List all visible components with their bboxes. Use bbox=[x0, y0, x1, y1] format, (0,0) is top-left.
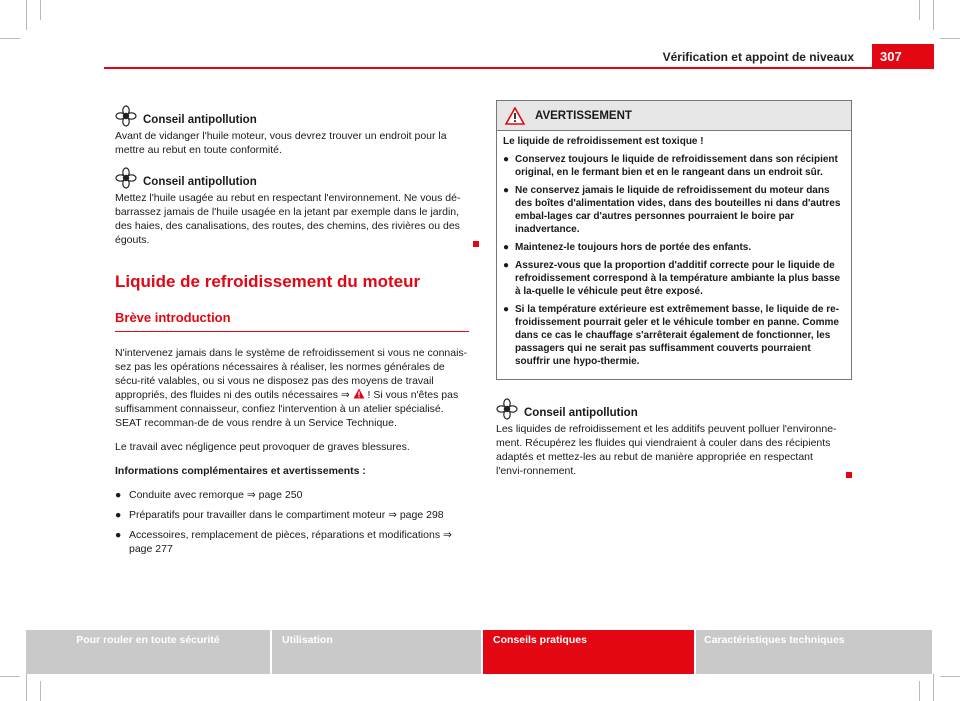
warning-item-text: Assurez-vous que la proportion d'additif correcte pour le liquide de refroidissement correspond à la température ambiante la plus basse à la-quelle le véhicule peut être exposé. bbox=[515, 260, 841, 297]
crop-mark bbox=[26, 0, 27, 30]
footer-tab-usage[interactable]: Utilisation bbox=[272, 630, 481, 674]
section-end-marker bbox=[473, 241, 479, 247]
warning-item bbox=[503, 241, 845, 254]
subsection-title: Brève introduction bbox=[115, 311, 469, 332]
tip-body bbox=[115, 191, 469, 247]
bullet-icon: ● bbox=[503, 185, 510, 196]
footer-tab-technical-data[interactable]: Caractéristiques techniques bbox=[696, 630, 932, 674]
list-item-text: Préparatifs pour travailler dans le compartiment moteur ⇒ page 298 bbox=[129, 509, 444, 521]
intro-paragraph bbox=[115, 346, 469, 430]
intro-text-a: N'intervenez jamais dans le système de refroidissement si vous ne connais-sez pas les opérations nécessaires à réaliser, les normes générales de sécu-rité valables, ou si vous ne disposez pas des moyens de travail appropriés, des fluides ni des outils nécessaires ⇒ bbox=[115, 347, 468, 401]
warning-item-text: Ne conservez jamais le liquide de refroidissement du moteur dans des boîtes d'alimentation vides, dans des bouteilles ni dans d'autres embal-lages car d'autres personnes pourraient le boire par inadvertance. bbox=[515, 185, 841, 235]
tip-title: Conseil antipollution bbox=[524, 407, 638, 419]
tip-heading bbox=[496, 398, 852, 420]
flower-icon bbox=[115, 167, 137, 189]
crop-mark bbox=[0, 676, 20, 677]
intro-text-b: ! Si vous n'êtes pas suffisamment connaisseur, confiez l'intervention à un atelier spécialisé. SEAT recomman-de de vous rendre à un Service Technique. bbox=[115, 389, 459, 429]
crop-mark bbox=[40, 0, 41, 20]
warning-item-text: Si la température extérieure est extrêmement basse, le liquide de re-froidissement pourrait geler et le véhicule tomber en panne. Comme dans ce cas le chauffage s'arrêterait également de fonctionner, les passagers qui ne serait pas suffisamment couverts pourraient souffrir une hypo-thermie. bbox=[515, 304, 840, 367]
flower-icon bbox=[115, 105, 137, 127]
warning-triangle-icon bbox=[505, 107, 525, 125]
tip-heading bbox=[115, 105, 469, 127]
list-item[interactable] bbox=[115, 528, 469, 556]
section-title: Liquide de refroidissement du moteur bbox=[115, 272, 421, 291]
tip-heading bbox=[115, 167, 469, 189]
crop-mark bbox=[940, 676, 960, 677]
warning-item bbox=[503, 184, 845, 236]
warning-box bbox=[496, 100, 852, 380]
list-item-text: Conduite avec remorque ⇒ page 250 bbox=[129, 489, 303, 501]
warning-triangle-icon[interactable] bbox=[353, 388, 365, 399]
footer-tab-safety[interactable]: Pour rouler en toute sécurité bbox=[26, 630, 270, 674]
crop-mark bbox=[40, 681, 41, 701]
running-header-title: Vérification et appoint de niveaux bbox=[662, 50, 854, 64]
bullet-icon: ● bbox=[115, 489, 122, 501]
bullet-icon: ● bbox=[115, 509, 122, 521]
caution-paragraph: Le travail avec négligence peut provoquer de graves blessures. bbox=[115, 441, 410, 453]
tip-body bbox=[496, 422, 840, 478]
warning-label: AVERTISSEMENT bbox=[535, 109, 632, 122]
warning-body bbox=[497, 131, 851, 379]
warning-item-text: Conservez toujours le liquide de refroidissement dans son récipient original, en le fermant bien et en le rangeant dans un endroit sûr. bbox=[515, 154, 838, 178]
crop-mark bbox=[26, 674, 27, 701]
list-item[interactable] bbox=[115, 488, 469, 502]
flower-icon bbox=[496, 398, 518, 420]
warning-item bbox=[503, 259, 845, 298]
tip-body: Avant de vidanger l'huile moteur, vous devrez trouver un endroit pour la mettre au rebut en toute conformité. bbox=[115, 130, 447, 156]
section-end-marker bbox=[846, 472, 852, 478]
left-column bbox=[115, 105, 469, 562]
tip-title: Conseil antipollution bbox=[143, 114, 257, 126]
bullet-icon: ● bbox=[503, 304, 510, 315]
info-heading: Informations complémentaires et avertissements : bbox=[115, 465, 366, 477]
tip-body-text: Mettez l'huile usagée au rebut en respectant l'environnement. Ne vous dé-barrassez jamais de l'huile usagée en la jetant par exemple dans le jardin, des haies, des canalisations, des routes, des chemins, des rivières ou des égouts. bbox=[115, 192, 461, 246]
bullet-icon: ● bbox=[503, 260, 510, 271]
right-column bbox=[496, 100, 852, 488]
warning-intro: Le liquide de refroidissement est toxique ! bbox=[503, 136, 704, 147]
header-rule bbox=[104, 67, 872, 69]
crop-mark bbox=[919, 0, 920, 20]
crop-mark bbox=[919, 681, 920, 701]
warning-header bbox=[497, 101, 851, 131]
list-item[interactable] bbox=[115, 508, 469, 522]
crop-mark bbox=[940, 38, 960, 39]
bullet-icon: ● bbox=[503, 242, 510, 253]
warning-item bbox=[503, 153, 845, 179]
crop-mark bbox=[933, 674, 934, 701]
footer-tab-practical-tips[interactable]: Conseils pratiques bbox=[483, 630, 694, 674]
tip-body-text: Les liquides de refroidissement et les additifs peuvent polluer l'environne-ment. Récupérez les fluides qui viendraient à couler dans des récipients adaptés et mettez-les au rebut de manière appropriée en respectant l'envi-ronnement. bbox=[496, 423, 837, 477]
warning-item bbox=[503, 303, 845, 368]
page-number: 307 bbox=[872, 44, 934, 69]
bullet-icon: ● bbox=[503, 154, 510, 165]
crop-mark bbox=[0, 38, 20, 39]
crop-mark bbox=[933, 0, 934, 30]
footer-nav bbox=[26, 630, 934, 674]
warning-item-text: Maintenez-le toujours hors de portée des enfants. bbox=[515, 242, 752, 253]
bullet-icon: ● bbox=[115, 529, 122, 541]
tip-title: Conseil antipollution bbox=[143, 176, 257, 188]
list-item-text: Accessoires, remplacement de pièces, réparations et modifications ⇒ page 277 bbox=[129, 529, 452, 555]
